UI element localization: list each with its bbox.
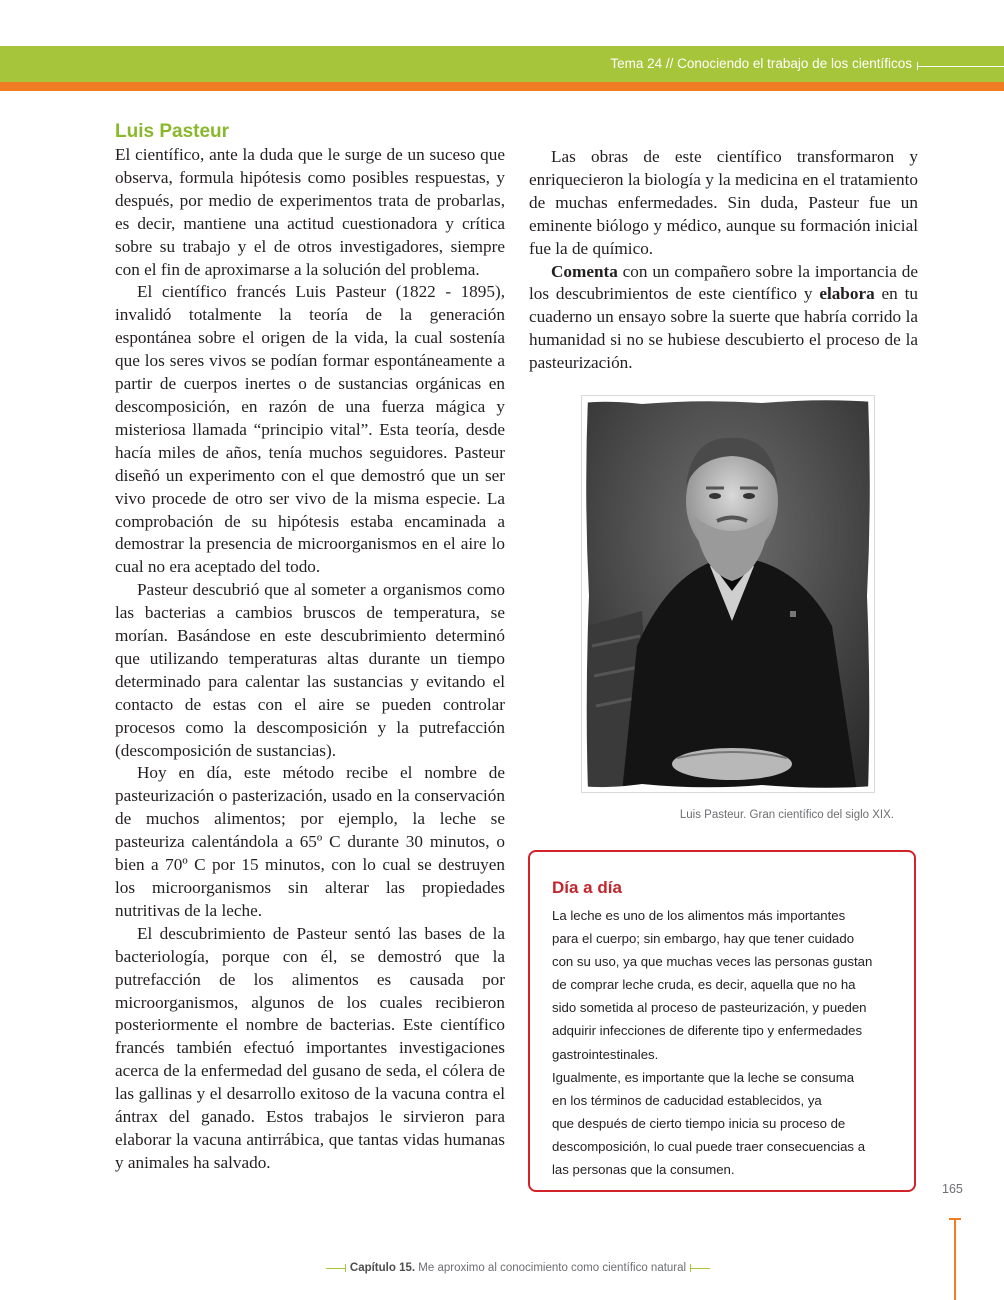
header-rule [917, 66, 1004, 67]
photo-caption: Luis Pasteur. Gran científico del siglo XIX. [679, 809, 894, 821]
activity-verb-comenta: Comenta [551, 261, 618, 281]
unit-title: Tema 24 // Conociendo el trabajo de los científicos [610, 56, 912, 71]
pasteur-portrait-photo [582, 396, 874, 792]
section-heading: Luis Pasteur [115, 121, 230, 142]
box-line: gastrointestinales. [552, 1046, 659, 1062]
left-column [115, 120, 505, 1175]
right-column [529, 146, 918, 375]
footer-rule-right [690, 1268, 710, 1269]
activity-text: con un compañero sobre la importancia de los descubrimientos de este científico y [529, 261, 918, 304]
chapter-footer [300, 1262, 736, 1274]
box-line: las personas que la consumen. [552, 1162, 735, 1178]
box-line: de comprar leche cruda, es decir, aquella que no ha [552, 977, 856, 993]
box-line: Igualmente, es importante que la leche se consuma [552, 1069, 855, 1085]
box-line: descomposición, lo cual puede traer consecuencias a [552, 1138, 866, 1154]
paragraph: Pasteur descubrió que al someter a organismos como las bacterias a cambios bruscos de temperatura, se morían. Basándose en este descubrimiento determinó que utilizando temperaturas altas durante un tiempo determinado para calentar las sustancias y evitando el contacto de estas con el aire se pueden controlar procesos como la descomposición y la putrefacción (descomposición de sustancias). [115, 580, 505, 760]
dia-a-dia-box [528, 850, 916, 1192]
paragraph: Hoy en día, este método recibe el nombre de pasteurización o pasterización, usado en la conservación de muchos alimentos; por ejemplo, la leche se pasteuriza calentándola a 65º C durante 30 minutos, o bien a 70º C por 15 minutos, con lo cual se destruyen los microorganismos sin alterar las propiedades nutritivas de la leche. [115, 763, 505, 920]
box-line: La leche es uno de los alimentos más importantes [552, 908, 846, 923]
paragraph: El descubrimiento de Pasteur sentó las bases de la bacteriología, porque con él, se demostró que la putrefacción de los alimentos es causada por microorganismos, algunos de los cuales recibieron posteriormente el nombre de bacterias. Este científico francés también efectuó importantes investigaciones acerca de la enfermedad del gusano de seda, el cólera de las gallinas y el desarrollo exitoso de la vacuna contra el ántrax del ganado. Estos trabajos le sirvieron para elaborar la vacuna antirrábica, que tantas vidas humanas y animales ha salvado. [115, 923, 505, 1172]
box-body [552, 904, 897, 1181]
box-line: en los términos de caducidad establecidos, ya [552, 1092, 822, 1108]
footer-chapter-title: Me aproximo al conocimiento como científico natural [415, 1262, 687, 1274]
page-number-rule-tick [949, 1218, 961, 1220]
activity-paragraph [529, 261, 918, 376]
box-title: Día a día [552, 878, 622, 897]
box-line: para el cuerpo; sin embargo, hay que tener cuidado [552, 931, 855, 947]
paragraph: El científico francés Luis Pasteur (1822 - 1895), invalidó totalmente la teoría de la generación espontánea sobre el origen de la vida, la cual sostenía que los seres vivos se podían formar espontáneamente a partir de cuerpos inertes o de sustancias orgánicas en descomposición, en razón de una fuerza mágica y misteriosa llamada “principio vital”. Esta teoría, desde hacía miles de años, tenía muchos seguidores. Pasteur diseñó un experimento con el que demostró que un ser vivo procede de otro ser vivo de la misma especie. La comprobación de su hipótesis estaba encaminada a demostrar la presencia de microorganismos en el aire lo cual no era aceptado del todo. [115, 282, 505, 577]
activity-text: en tu cuaderno un ensayo sobre la suerte que habría corrido la humanidad si no se hubiese descubierto el proceso de la pasteurización. [529, 284, 918, 373]
footer-rule-left [326, 1268, 346, 1269]
header-rule-tick [917, 62, 918, 70]
page-number: 165 [942, 1182, 963, 1196]
header-accent-stripe [0, 82, 1004, 91]
box-line: sido sometida al proceso de pasteurización, y pueden [552, 1000, 867, 1016]
box-line: con su uso, ya que muchas veces las personas gustan [552, 954, 873, 970]
paragraph: El científico, ante la duda que le surge de un suceso que observa, formula hipótesis como posibles respuestas, y después, por medio de experimentos trata de probarlas, es decir, mantiene una actitud cuestionadora y crítica sobre su trabajo y el de otros investigadores, siempre con el fin de aproximarse a la solución del problema. [115, 145, 505, 279]
box-line: que después de cierto tiempo inicia su proceso de [552, 1115, 846, 1131]
activity-verb-elabora: elabora [819, 284, 875, 304]
paragraph: Las obras de este científico transformaron y enriquecieron la biología y la medicina en el tratamiento de muchas enfermedades. Sin duda, Pasteur fue un eminente biólogo y médico, aunque su formación inicial fue la de químico. [529, 147, 918, 258]
page-number-rule [954, 1218, 956, 1300]
box-line: adquirir infecciones de diferente tipo y enfermedades [552, 1023, 863, 1039]
footer-chapter: Capítulo 15. [349, 1262, 416, 1274]
